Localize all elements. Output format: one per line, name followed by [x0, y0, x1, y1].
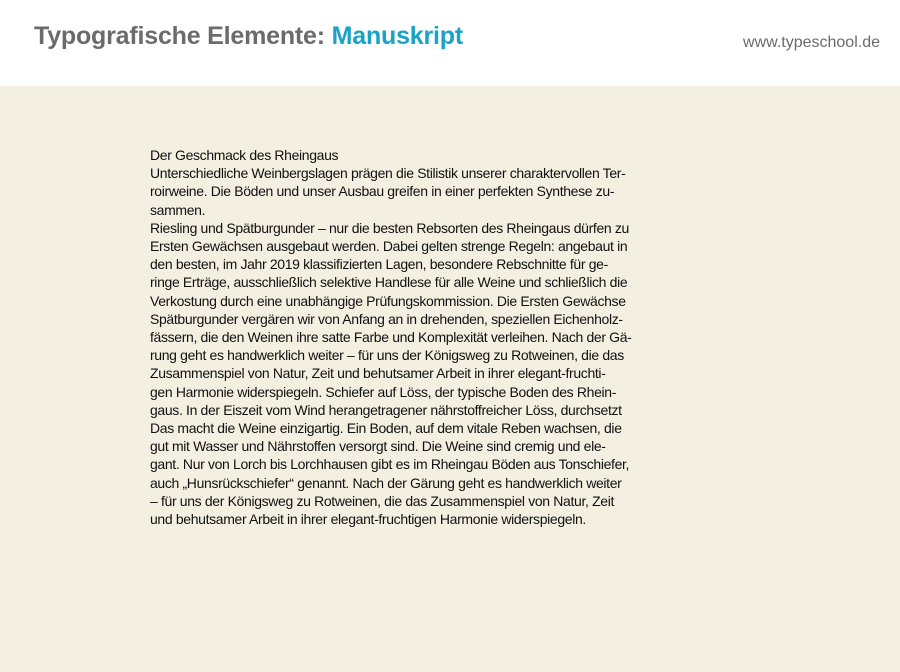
- manuscript-line: gaus. In der Eiszeit vom Wind herangetragener nährstoffreicher Löss, durchsetzt: [150, 401, 622, 418]
- manuscript-line: ringe Erträge, ausschließlich selektive Handlese für alle Weine und schließlich die: [150, 274, 628, 291]
- manuscript-text-block: [150, 146, 670, 528]
- manuscript-line: den besten, im Jahr 2019 klassifizierten Lagen, besondere Rebschnitte für ge-: [150, 256, 608, 273]
- manuscript-line: rung geht es handwerklich weiter – für uns der Königsweg zu Rotweinen, die das: [150, 347, 624, 364]
- header-bar: [0, 0, 900, 86]
- page-title-accent: Manuskript: [331, 22, 463, 50]
- manuscript-line: Spätburgunder vergären wir von Anfang an in drehenden, speziellen Eichenholz-: [150, 310, 623, 327]
- manuscript-line: Zusammenspiel von Natur, Zeit und behutsamer Arbeit in ihrer elegant-fruchti-: [150, 365, 606, 382]
- manuscript-line: fässern, die den Weinen ihre satte Farbe und Komplexität verleihen. Nach der Gä-: [150, 329, 632, 346]
- manuscript-line: gen Harmonie widerspiegeln. Schiefer auf Löss, der typische Boden des Rhein-: [150, 383, 617, 400]
- manuscript-line: – für uns der Königsweg zu Rotweinen, die das Zusammenspiel von Natur, Zeit: [150, 492, 615, 509]
- content-area: [0, 86, 900, 672]
- manuscript-line: Verkostung durch eine unabhängige Prüfungskommission. Die Ersten Gewächse: [150, 292, 626, 309]
- page-title: [34, 22, 463, 51]
- manuscript-line: Riesling und Spätburgunder – nur die besten Rebsorten des Rheingaus dürfen zu: [150, 219, 629, 236]
- page-title-prefix: Typografische Elemente:: [34, 22, 325, 50]
- manuscript-line: Unterschiedliche Weinbergslagen prägen die Stilistik unserer charaktervollen Ter-: [150, 165, 626, 182]
- manuscript-line: Der Geschmack des Rheingaus: [150, 147, 339, 163]
- manuscript-line: gut mit Wasser und Nährstoffen versorgt sind. Die Weine sind cremig und ele-: [150, 438, 606, 455]
- manuscript-line: gant. Nur von Lorch bis Lorchhausen gibt es im Rheingau Böden aus Tonschiefer,: [150, 456, 630, 473]
- site-url: www.typeschool.de: [743, 34, 880, 51]
- manuscript-line: roirweine. Die Böden und unser Ausbau greifen in einer perfekten Synthese zu-: [150, 183, 615, 200]
- manuscript-line: auch „Hunsrückschiefer“ genannt. Nach der Gärung geht es handwerklich weiter: [150, 474, 622, 491]
- manuscript-line: Ersten Gewächsen ausgebaut werden. Dabei gelten strenge Regeln: angebaut in: [150, 238, 628, 255]
- manuscript-line: sammen.: [150, 201, 206, 218]
- manuscript-line: und behutsamer Arbeit in ihrer elegant-fruchtigen Harmonie widerspiegeln.: [150, 511, 586, 528]
- manuscript-line: Das macht die Weine einzigartig. Ein Boden, auf dem vitale Reben wachsen, die: [150, 420, 622, 437]
